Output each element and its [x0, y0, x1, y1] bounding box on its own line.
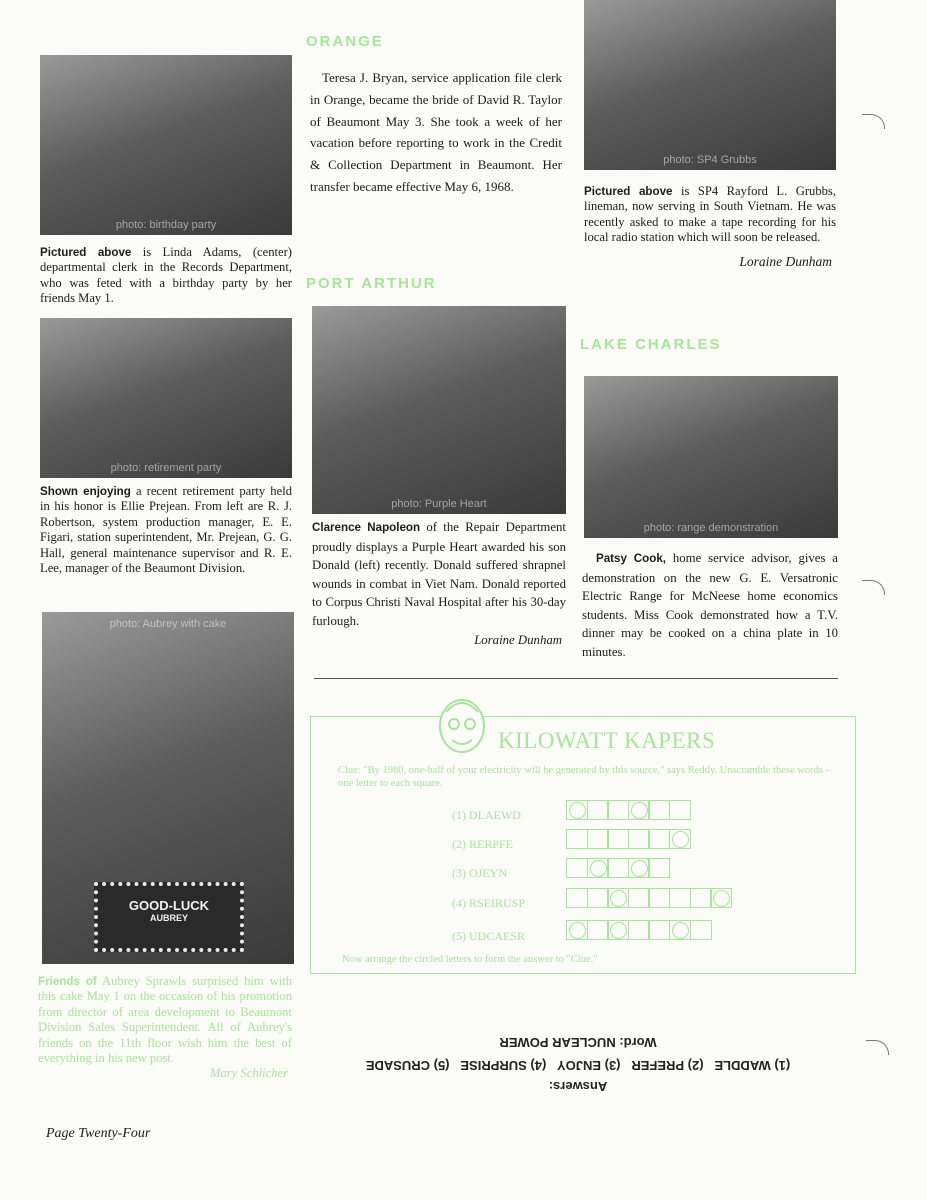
- puzzle-cell[interactable]: [669, 829, 691, 849]
- puzzle-cell[interactable]: [669, 800, 691, 820]
- answers-list: (1) WADDLE (2) PREFER (3) ENJOY (4) SURPRISE (5) CRUSADE: [365, 1058, 791, 1073]
- reddy-kilowatt-icon: [432, 690, 492, 760]
- puzzle-cell[interactable]: [566, 888, 588, 908]
- puzzle-cell[interactable]: [690, 920, 712, 940]
- puzzle-cell[interactable]: [587, 858, 609, 878]
- caption-retirement-party: [40, 484, 292, 576]
- puzzle-cells-3[interactable]: [566, 858, 669, 878]
- puzzle-cell[interactable]: [587, 888, 609, 908]
- cake-line-1: GOOD-LUCK: [128, 898, 210, 913]
- page-number: Page Twenty-Four: [46, 1126, 151, 1141]
- puzzle-cell[interactable]: [566, 858, 588, 878]
- answers-heading: Answers:: [548, 1079, 608, 1094]
- caption-lead: Patsy Cook,: [596, 552, 667, 565]
- puzzle-clue: Clue: "By 1980, one-half of your electricity will be generated by this source," says Reddy. Unscramble these words - one letter to each square.: [338, 765, 830, 789]
- puzzle-cell[interactable]: [607, 829, 629, 849]
- puzzle-cell[interactable]: [628, 920, 650, 940]
- puzzle-cell[interactable]: [566, 920, 588, 940]
- caption-lead: Shown enjoying: [40, 485, 131, 498]
- puzzle-cell[interactable]: [628, 829, 650, 849]
- caption-lead: Clarence Napoleon: [312, 521, 421, 534]
- caption-patsy-cook: [582, 549, 838, 662]
- puzzle-cell[interactable]: [587, 829, 609, 849]
- puzzle-cell[interactable]: [587, 800, 609, 820]
- puzzle-cell[interactable]: [648, 829, 670, 849]
- divider-rule: [314, 678, 838, 679]
- puzzle-word-2: (2) RERPFE: [452, 837, 514, 851]
- photo-linda-adams: photo: birthday party: [40, 55, 292, 235]
- caption-signature: Loraine Dunham: [739, 253, 832, 269]
- photo-clarence-napoleon: photo: Purple Heart: [312, 306, 566, 514]
- puzzle-cells-4[interactable]: [566, 888, 731, 908]
- caption-lead: Pictured above: [584, 185, 673, 198]
- puzzle-cell[interactable]: [648, 800, 670, 820]
- puzzle-word-4: (4) RSEIRUSP: [452, 896, 526, 910]
- puzzle-cells-1[interactable]: [566, 800, 690, 820]
- binder-mark-bottom: [866, 1040, 889, 1055]
- puzzle-cell[interactable]: [607, 800, 629, 820]
- caption-body: home service advisor, gives a demonstration on the new G. E. Versatronic Electric Range for McNeese home economics students. Miss Cook demonstrated how a T.V. dinner may be cooked on a china plate in 10 minutes.: [582, 551, 838, 659]
- puzzle-cell[interactable]: [607, 920, 629, 940]
- puzzle-cell[interactable]: [566, 800, 588, 820]
- puzzle-cell[interactable]: [587, 920, 609, 940]
- caption-clarence-napoleon: [312, 518, 566, 649]
- caption-linda-adams: [40, 245, 292, 307]
- photo-retirement-party: photo: retirement party: [40, 318, 292, 478]
- puzzle-cell[interactable]: [607, 858, 629, 878]
- caption-signature: Loraine Dunham: [474, 632, 562, 647]
- puzzle-word-3: (3) OJEYN: [452, 866, 507, 880]
- puzzle-cell[interactable]: [690, 888, 712, 908]
- section-heading-port-arthur: PORT ARTHUR: [306, 275, 437, 292]
- puzzle-word-5: (5) UDCAESR: [452, 929, 526, 943]
- binder-mark-top: [862, 114, 885, 129]
- caption-body: Aubrey Sprawls surprised him with this cake May 1 on the occasion of his promotion from director of area development to Beaumont Division Sales Superintendent. All of Aubrey's friends on the 11th floor wish him the best of everything in his new post.: [38, 974, 292, 1066]
- puzzle-cells-2[interactable]: [566, 829, 690, 849]
- cake-line-2: AUBREY: [149, 913, 188, 923]
- puzzle-cell[interactable]: [607, 888, 629, 908]
- puzzle-word-1: (1) DLAEWD: [452, 808, 521, 822]
- caption-body: is SP4 Rayford L. Grubbs, lineman, now serving in South Vietnam. He was recently asked to make a tape recording for his local radio station which will soon be released.: [584, 184, 836, 245]
- caption-aubrey-sprawls: [38, 974, 292, 1082]
- caption-lead: Pictured above: [40, 246, 132, 259]
- puzzle-cell[interactable]: [628, 800, 650, 820]
- puzzle-cell[interactable]: [710, 888, 732, 908]
- puzzle-cell[interactable]: [669, 920, 691, 940]
- puzzle-cell[interactable]: [648, 920, 670, 940]
- caption-signature: Mary Schlicher: [210, 1066, 288, 1081]
- section-heading-orange: ORANGE: [306, 33, 384, 50]
- binder-mark-middle: [862, 580, 885, 595]
- puzzle-cell[interactable]: [566, 829, 588, 849]
- answers-word: Word: NUCLEAR POWER: [499, 1035, 657, 1050]
- puzzle-cell[interactable]: [628, 858, 650, 878]
- photo-patsy-cook: photo: range demonstration: [584, 376, 838, 538]
- puzzle-cell[interactable]: [648, 858, 670, 878]
- puzzle-cell[interactable]: [628, 888, 650, 908]
- section-heading-lake-charles: LAKE CHARLES: [580, 336, 722, 353]
- article-orange: [310, 67, 562, 198]
- puzzle-cell[interactable]: [669, 888, 691, 908]
- puzzle-instruction: Now arrange the circled letters to form the answer to "Clue.": [342, 954, 598, 965]
- puzzle-title: KILOWATT KAPERS: [498, 728, 716, 753]
- caption-lead: Friends of: [38, 975, 97, 988]
- puzzle-cells-5[interactable]: [566, 920, 710, 940]
- puzzle-cell[interactable]: [648, 888, 670, 908]
- caption-rayford-grubbs: [584, 184, 836, 269]
- cake: [94, 882, 244, 952]
- caption-body: a recent retirement party held in his honor is Ellie Prejean. From left are R. J. Robertson, system production manager, E. E. Figari, station superintendent, Mr. Prejean, G. G. Hall, general maintenance supervisor and R. E. Lee, manager of the Beaumont Division.: [40, 484, 292, 576]
- caption-body: of the Repair Department proudly displays a Purple Heart awarded his son Donald (left) recently. Donald suffered shrapnel wounds in combat in Viet Nam. Donald reported to Corpus Christi Naval Hospital after his 30-day furlough.: [312, 520, 566, 628]
- answers-block: [318, 1024, 838, 1094]
- photo-aubrey-sprawls: GOOD-LUCK AUBREY photo: Aubrey with cake: [42, 612, 294, 964]
- article-body: Teresa J. Bryan, service application file clerk in Orange, became the bride of David R. Taylor of Beaumont May 3. She took a week of her vacation before reporting to work in the Credit & Collection Department in Beaumont. Her transfer became effective May 6, 1968.: [310, 70, 562, 194]
- caption-body: is Linda Adams, (center) departmental clerk in the Records Department, who was feted with a birthday party by her friends May 1.: [40, 245, 292, 306]
- photo-rayford-grubbs: photo: SP4 Grubbs: [584, 0, 836, 170]
